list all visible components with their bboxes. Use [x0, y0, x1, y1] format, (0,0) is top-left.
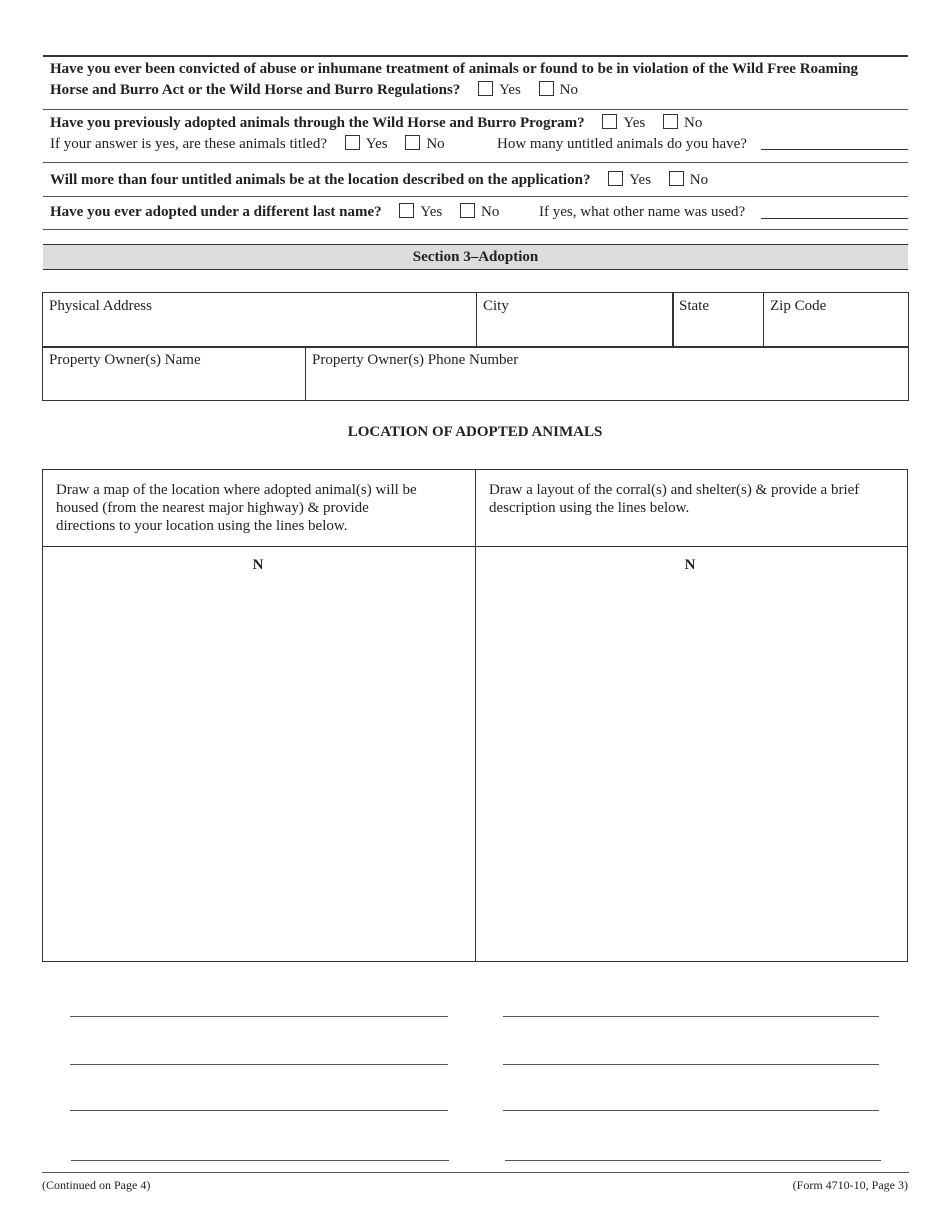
owner-phone-label: Property Owner(s) Phone Number	[312, 352, 519, 368]
titled-no-label: No	[426, 136, 445, 152]
footer-form-page: (Form 4710-10, Page 3)	[792, 1178, 908, 1192]
question-titled-text: If your answer is yes, are these animals titled?	[50, 136, 327, 152]
owner-name-label: Property Owner(s) Name	[49, 352, 201, 368]
question-abuse-text: Horse and Burro Act or the Wild Horse and Burro Regulations?	[50, 82, 461, 98]
question-abuse-line1: Have you ever been convicted of abuse or inhumane treatment of animals or found to be in violation of the Wild Free Roaming	[50, 61, 859, 77]
previous-yes-checkbox[interactable]	[602, 114, 617, 129]
question-abuse-line2	[50, 80, 578, 100]
top-rule	[43, 55, 908, 57]
other-name-input[interactable]	[761, 218, 908, 219]
section-3-title: Section 3–Adoption	[43, 244, 908, 270]
four-untitled-yes-checkbox[interactable]	[608, 171, 623, 186]
question-different-name-text: Have you ever adopted under a different last name?	[50, 204, 382, 220]
previous-no-label: No	[683, 115, 703, 131]
question-four-untitled	[50, 170, 708, 190]
map-instruction: Draw a map of the location where adopted animal(s) will be housed (from the nearest major highway) & provide directions to your location using the lines below.	[56, 482, 417, 534]
divider	[43, 162, 908, 163]
four-untitled-yes-label: Yes	[629, 172, 652, 188]
map-drawing-area[interactable]	[42, 546, 476, 962]
divider	[43, 229, 908, 230]
north-indicator-right: N	[684, 557, 696, 573]
untitled-count-input[interactable]	[761, 149, 908, 150]
previous-no-checkbox[interactable]	[663, 114, 678, 129]
different-name-yes-checkbox[interactable]	[399, 203, 414, 218]
abuse-no-label: No	[559, 82, 578, 98]
previous-yes-label: Yes	[623, 115, 646, 131]
abuse-no-checkbox[interactable]	[539, 81, 554, 96]
question-previous-adoption	[50, 113, 702, 133]
question-previous-adoption-text: Have you previously adopted animals through the Wild Horse and Burro Program?	[50, 115, 585, 131]
layout-description-line[interactable]	[503, 1110, 879, 1111]
question-titled	[50, 134, 445, 154]
different-name-yes-label: Yes	[420, 204, 443, 220]
map-direction-line[interactable]	[70, 1110, 448, 1111]
question-four-untitled-text: Will more than four untitled animals be at the location described on the application?	[50, 172, 591, 188]
layout-description-line[interactable]	[503, 1064, 879, 1065]
footer-rule	[42, 1172, 909, 1173]
other-name-label: If yes, what other name was used?	[539, 204, 746, 220]
four-untitled-no-label: No	[689, 172, 709, 188]
owner-phone-field[interactable]	[305, 346, 909, 401]
layout-drawing-area[interactable]	[475, 546, 908, 962]
city-field[interactable]	[476, 292, 674, 348]
different-name-no-checkbox[interactable]	[460, 203, 475, 218]
physical-address-label: Physical Address	[49, 298, 152, 314]
state-label: State	[679, 298, 709, 314]
map-direction-line[interactable]	[70, 1016, 448, 1017]
state-field[interactable]	[672, 292, 764, 348]
divider	[43, 196, 908, 197]
city-label: City	[483, 298, 509, 314]
titled-yes-checkbox[interactable]	[345, 135, 360, 150]
abuse-yes-checkbox[interactable]	[478, 81, 493, 96]
footer-continued: (Continued on Page 4)	[42, 1178, 151, 1192]
four-untitled-no-checkbox[interactable]	[669, 171, 684, 186]
zip-code-label: Zip Code	[770, 298, 827, 314]
titled-no-checkbox[interactable]	[405, 135, 420, 150]
question-different-name	[50, 202, 499, 222]
layout-description-line[interactable]	[503, 1016, 879, 1017]
zip-code-field[interactable]	[763, 292, 909, 348]
physical-address-field[interactable]	[42, 292, 477, 348]
untitled-count-label: How many untitled animals do you have?	[497, 136, 747, 152]
layout-description-line[interactable]	[505, 1160, 881, 1161]
titled-yes-label: Yes	[365, 136, 388, 152]
map-direction-line[interactable]	[71, 1160, 449, 1161]
location-heading: LOCATION OF ADOPTED ANIMALS	[347, 424, 603, 440]
different-name-no-label: No	[480, 204, 500, 220]
divider	[43, 109, 908, 110]
layout-instruction: Draw a layout of the corral(s) and shelter(s) & provide a brief description using the lines below.	[489, 482, 860, 516]
north-indicator-left: N	[252, 557, 264, 573]
owner-name-field[interactable]	[42, 346, 306, 401]
map-direction-line[interactable]	[70, 1064, 448, 1065]
abuse-yes-label: Yes	[499, 82, 521, 98]
